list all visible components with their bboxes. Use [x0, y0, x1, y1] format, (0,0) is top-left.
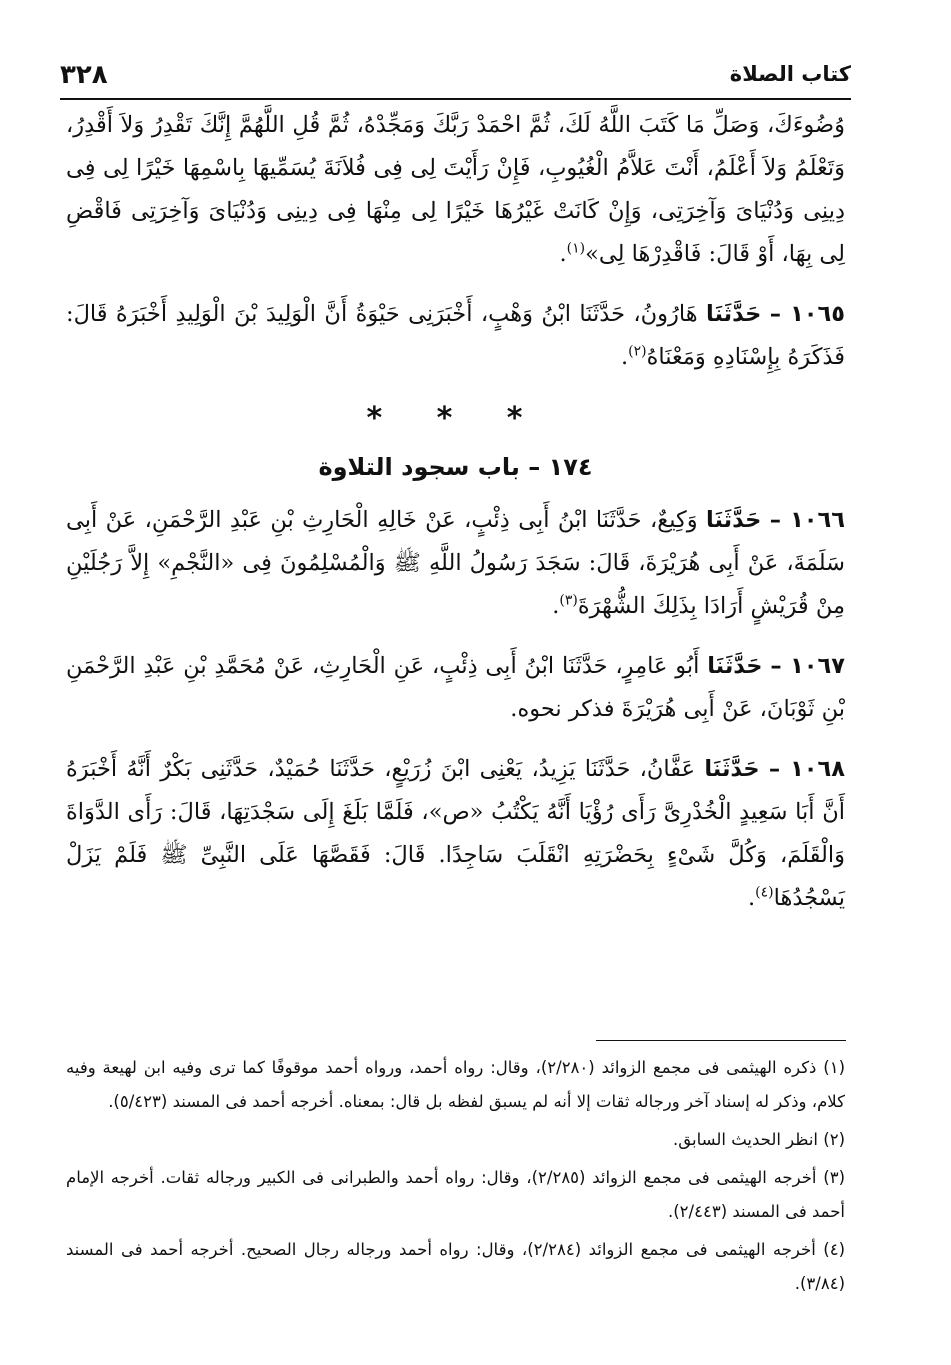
- hadith-text: وَكِيعٌ، حَدَّثَنَا ابْنُ أَبِى ذِئْبٍ، عَنْ خَالِهِ الْحَارِثِ بْنِ عَبْدِ الرَّحْمَنِ، عَنْ أَبِى سَلَمَةَ، عَنْ أَبِى هُرَيْرَةَ، قَالَ: سَجَدَ رَسُولُ اللَّهِ ﷺ وَالْمُسْلِمُونَ فِى «النَّجْمِ» إِلاَّ رَجُلَيْنِ مِنْ قُرَيْشٍ أَرَادَا بِذَلِكَ الشُّهْرَةَ: [66, 507, 845, 619]
- hadith-text: هَارُونُ، حَدَّثَنَا ابْنُ وَهْبٍ، أَخْبَرَنِى حَيْوَةُ أَنَّ الْوَلِيدَ بْنَ الْوَلِيدِ أَخْبَرَهُ قَالَ: فَذَكَرَهُ بِإِسْنَادِهِ وَمَعْنَاهُ: [66, 301, 845, 370]
- footnote-4: (٤) أخرجه الهيثمى فى مجمع الزوائد (٢/٢٨٤)، وقال: رواه أحمد ورجاله رجال الصحيح. أخرجه أحمد فى المسند (٣/٨٤).: [66, 1240, 845, 1293]
- page-number: ٣٢٨: [60, 60, 108, 90]
- hadith-lead: حَدَّثَنَا: [706, 507, 762, 533]
- section-separator: * * *: [366, 401, 545, 436]
- page-header: [60, 52, 851, 96]
- hadith-1067: [66, 645, 845, 731]
- footnote-marker: (١): [566, 240, 586, 257]
- paragraph-text: وُضُوءَكَ، وَصَلِّ مَا كَتَبَ اللَّهُ لَكَ، ثُمَّ احْمَدْ رَبَّكَ وَمَجِّدْهُ، ثُمَّ قُلِ اللَّهُمَّ إِنَّكَ تَقْدِرُ وَلاَ أَقْدِرُ، وَتَعْلَمُ وَلاَ أَعْلَمُ، أَنْتَ عَلاَّمُ الْغُيُوبِ، فَإِنْ رَأَيْتَ لِى فِى فُلاَنَةَ يُسَمِّيهَا بِاسْمِهَا خَيْرًا لِى فِى دِينِى وَدُنْيَاىَ وَآخِرَتِى، وَإِنْ كَانَتْ غَيْرُهَا خَيْرًا لِى مِنْهَا فِى دِينِى وَدُنْيَاىَ وَآخِرَتِى فَاقْضِ لِى بِهَا، أَوْ قَالَ: فَاقْدِرْهَا لِى»: [66, 112, 845, 267]
- chapter-title: ١٧٤ – باب سجود التلاوة: [318, 453, 593, 481]
- footnote-marker: (٤): [755, 884, 774, 901]
- book-title: كتاب الصلاة: [729, 62, 851, 86]
- hadith-lead: حَدَّثَنَا: [707, 653, 763, 679]
- hadith-1068: ١٠٦٨ – حَدَّثَنَا عَفَّانُ، حَدَّثَنَا يَزِيدُ، يَعْنِى ابْنَ زُرَيْعٍ، حَدَّثَنَا حُمَيْدٌ، حَدَّثَنِى بَكْرٌ أَنَّهُ أَخْبَرَهُ أَنَّ أَبَا سَعِيدٍ الْخُدْرِىَّ رَأَى رُؤْيَا أَنَّهُ يَكْتُبُ «ص»، فَلَمَّا بَلَغَ إِلَى سَجْدَتِهَا، قَالَ: رَأَى الدَّوَاةَ وَالْقَلَمَ، وَكُلَّ شَىْءٍ بِحَضْرَتِهِ انْقَلَبَ سَاجِدًا. قَالَ: فَقَصَّهَا عَلَى النَّبِىِّ ﷺ فَلَمْ يَزَلْ يَسْجُدُهَا$^{(٤)}$.: [66, 756, 845, 911]
- hadith-lead: حَدَّثَنَا: [704, 756, 760, 782]
- hadith-number: ١٠٦٥ –: [769, 301, 846, 327]
- main-text: [66, 104, 845, 920]
- hadith-1065: ١٠٦٥ – حَدَّثَنَا هَارُونُ، حَدَّثَنَا ابْنُ وَهْبٍ، أَخْبَرَنِى حَيْوَةُ أَنَّ الْوَلِيدَ بْنَ الْوَلِيدِ أَخْبَرَهُ قَالَ: فَذَكَرَهُ بِإِسْنَادِهِ وَمَعْنَاهُ$^{(٢)}$.: [66, 301, 846, 370]
- footnote-marker: (٣): [559, 592, 578, 609]
- footnote-marker: (٢): [628, 343, 647, 360]
- hadith-text: عَفَّانُ، حَدَّثَنَا يَزِيدُ، يَعْنِى ابْنَ زُرَيْعٍ، حَدَّثَنَا حُمَيْدٌ، حَدَّثَنِى بَكْرٌ أَنَّهُ أَخْبَرَهُ أَنَّ أَبَا سَعِيدٍ الْخُدْرِىَّ رَأَى رُؤْيَا أَنَّهُ يَكْتُبُ «ص»، فَلَمَّا بَلَغَ إِلَى سَجْدَتِهَا، قَالَ: رَأَى الدَّوَاةَ وَالْقَلَمَ، وَكُلَّ شَىْءٍ بِحَضْرَتِهِ انْقَلَبَ سَاجِدًا. قَالَ: فَقَصَّهَا عَلَى النَّبِىِّ ﷺ فَلَمْ يَزَلْ يَسْجُدُهَا: [66, 756, 845, 911]
- header-divider: [60, 98, 851, 100]
- footnotes: [66, 1051, 845, 1305]
- hadith-1066: ١٠٦٦ – حَدَّثَنَا وَكِيعٌ، حَدَّثَنَا ابْنُ أَبِى ذِئْبٍ، عَنْ خَالِهِ الْحَارِثِ بْنِ عَبْدِ الرَّحْمَنِ، عَنْ أَبِى سَلَمَةَ، عَنْ أَبِى هُرَيْرَةَ، قَالَ: سَجَدَ رَسُولُ اللَّهِ ﷺ وَالْمُسْلِمُونَ فِى «النَّجْمِ» إِلاَّ رَجُلَيْنِ مِنْ قُرَيْشٍ أَرَادَا بِذَلِكَ الشُّهْرَةَ$^{(٣)}$.: [66, 507, 846, 619]
- hadith-lead: حَدَّثَنَا: [706, 301, 762, 327]
- hadith-number: ١٠٦٦ –: [769, 507, 846, 533]
- footnote-1: (١) ذكره الهيثمى فى مجمع الزوائد (٢/٢٨٠)، وقال: رواه أحمد، ورواه أحمد موقوفًا كما ترى وفيه ابن لهيعة وفيه كلام، وذكر له إسناد آخر ورجاله ثقات إلا أنه لم يسبق لفظه بل قال: بمعناه. أخرجه أحمد فى المسند (٥/٤٢٣).: [66, 1058, 845, 1111]
- footnote-3: (٣) أخرجه الهيثمى فى مجمع الزوائد (٢/٢٨٥)، وقال: رواه أحمد والطبرانى فى الكبير ورجاله ثقات. أخرجه الإمام أحمد فى المسند (٢/٤٤٣).: [66, 1168, 846, 1221]
- hadith-text: أَبُو عَامِرٍ، حَدَّثَنَا ابْنُ أَبِى ذِئْبٍ، عَنِ الْحَارِثِ، عَنْ مُحَمَّدِ بْنِ عَبْدِ الرَّحْمَنِ بْنِ ثَوْبَانَ، عَنْ أَبِى هُرَيْرَةَ فذكر نحوه.: [66, 653, 845, 722]
- paragraph-continuation: وُضُوءَكَ، وَصَلِّ مَا كَتَبَ اللَّهُ لَكَ، ثُمَّ احْمَدْ رَبَّكَ وَمَجِّدْهُ، ثُمَّ قُلِ اللَّهُمَّ إِنَّكَ تَقْدِرُ وَلاَ أَقْدِرُ، وَتَعْلَمُ وَلاَ أَعْلَمُ، أَنْتَ عَلاَّمُ الْغُيُوبِ، فَإِنْ رَأَيْتَ لِى فِى فُلاَنَةَ يُسَمِّيهَا بِاسْمِهَا خَيْرًا لِى فِى دِينِى وَدُنْيَاىَ وَآخِرَتِى، وَإِنْ كَانَتْ غَيْرُهَا خَيْرًا لِى مِنْهَا فِى دِينِى وَدُنْيَاىَ وَآخِرَتِى فَاقْضِ لِى بِهَا، أَوْ قَالَ: فَاقْدِرْهَا لِى»$^{(١)}$.: [66, 112, 845, 267]
- footnote-2: (٢) انظر الحديث السابق.: [673, 1130, 845, 1149]
- hadith-number: ١٠٦٨ –: [768, 756, 845, 782]
- hadith-number: ١٠٦٧ –: [770, 653, 846, 679]
- footnote-divider: [596, 1040, 846, 1041]
